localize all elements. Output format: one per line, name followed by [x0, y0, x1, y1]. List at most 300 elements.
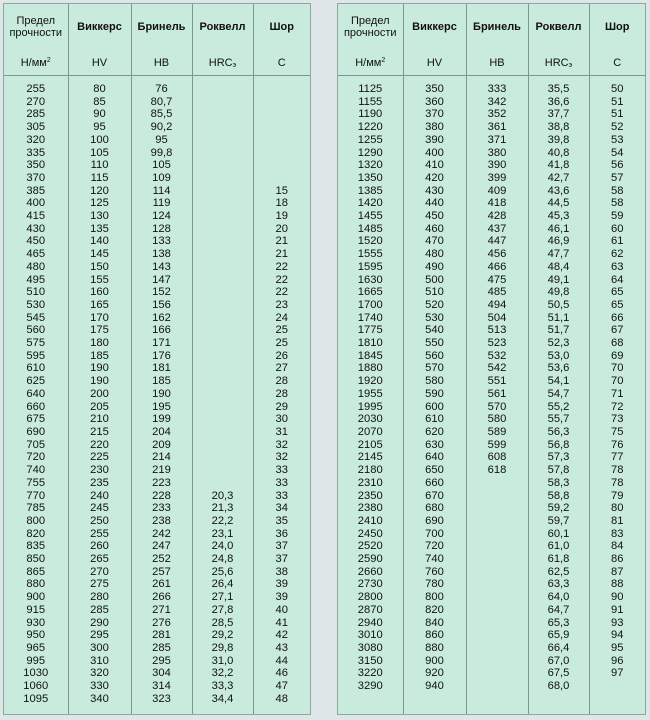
table-cell: 180	[90, 337, 109, 350]
table-cell: 275	[90, 578, 109, 591]
table-cell: 335	[26, 146, 46, 159]
table-cell: 171	[152, 337, 171, 350]
table-cell: 785	[26, 502, 46, 515]
table-cell: 680	[425, 502, 444, 515]
table-cell: 162	[152, 311, 171, 324]
table-cell: 3010	[357, 629, 383, 642]
table-cell: 62,5	[547, 565, 570, 578]
table-cell: 57,8	[547, 464, 570, 477]
table-cell: 99,8	[150, 146, 173, 159]
table-cell: 561	[487, 387, 507, 400]
table-cell: 15	[275, 184, 288, 197]
table-cell: 305	[26, 121, 46, 134]
table-cell: 93	[611, 616, 624, 629]
table-cell: 361	[487, 121, 507, 134]
table-cell: 59,2	[547, 502, 570, 515]
table-cell: 28,5	[211, 616, 234, 629]
unit-vickers: HV	[403, 50, 466, 76]
table-cell: 59,7	[547, 514, 570, 527]
table-cell: 57,3	[547, 451, 570, 464]
table-cell: 640	[26, 387, 46, 400]
table-cell: 147	[152, 273, 171, 286]
table-cell: 39,8	[547, 133, 570, 146]
table-cell: 200	[90, 387, 109, 400]
table-cell: 170	[90, 311, 109, 324]
table-cell: 415	[26, 210, 46, 223]
table-cell: 90	[93, 108, 106, 121]
table-cell: 50,5	[547, 298, 570, 311]
table-cell: 1520	[357, 235, 383, 248]
table-cell: 530	[26, 298, 46, 311]
table-cell: 545	[26, 311, 46, 324]
table-cell: 80	[611, 502, 624, 515]
table-cell: 61,8	[547, 553, 570, 566]
table-cell: 589	[487, 425, 507, 438]
table-cell: 32,2	[211, 667, 234, 680]
table-cell: 465	[26, 248, 46, 261]
table-cell: 690	[425, 514, 444, 527]
table-cell: 42	[275, 629, 288, 642]
table-cell: 128	[152, 222, 171, 235]
table-cell: 530	[425, 311, 444, 324]
table-cell: 560	[26, 324, 46, 337]
table-cell: 22	[275, 273, 288, 286]
table-cell: 97	[611, 667, 624, 680]
table-cell: 540	[425, 324, 444, 337]
table-cell: 551	[487, 375, 507, 388]
table-cell: 63	[611, 260, 624, 273]
table-cell: 2145	[357, 451, 383, 464]
column-vickers	[403, 82, 466, 714]
table-cell: 255	[90, 527, 109, 540]
table-cell: 19	[275, 210, 288, 223]
table-cell: 494	[487, 298, 507, 311]
table-cell: 54	[611, 146, 624, 159]
column-strength	[338, 82, 403, 714]
hardness-table-left	[3, 3, 311, 715]
table-cell: 840	[425, 616, 444, 629]
table-cell: 71	[611, 387, 624, 400]
table-cell: 780	[425, 578, 444, 591]
table-cell: 240	[90, 489, 109, 502]
table-cell: 2870	[357, 603, 383, 616]
table-cell: 21	[275, 235, 288, 248]
table-cell: 610	[425, 413, 444, 426]
column-strength	[4, 82, 68, 714]
table-cell: 225	[90, 451, 109, 464]
table-cell: 295	[90, 629, 109, 642]
table-cell: 1060	[23, 680, 49, 693]
table-cell: 63,3	[547, 578, 570, 591]
header-rockwell: Роквелл	[528, 4, 589, 50]
table-cell: 24,8	[211, 553, 234, 566]
table-cell: 570	[487, 400, 507, 413]
table-cell: 214	[152, 451, 171, 464]
table-cell: 95	[93, 121, 106, 134]
table-cell: 820	[26, 527, 46, 540]
table-cell: 2590	[357, 553, 383, 566]
table-cell: 210	[90, 413, 109, 426]
table-cell: 40	[275, 603, 288, 616]
table-cell: 510	[26, 286, 46, 299]
table-cell: 22	[275, 286, 288, 299]
table-cell: 26	[275, 349, 288, 362]
table-cell: 740	[26, 464, 46, 477]
table-cell: 199	[152, 413, 171, 426]
table-cell: 620	[425, 425, 444, 438]
table-cell: 485	[487, 286, 507, 299]
table-cell: 447	[487, 235, 507, 248]
conversion-table-left	[4, 4, 310, 714]
table-cell: 437	[487, 222, 507, 235]
table-cell: 96	[611, 654, 624, 667]
table-cell: 48,4	[547, 260, 570, 273]
hardness-table-right	[337, 3, 646, 715]
table-cell: 2800	[357, 591, 383, 604]
table-cell: 380	[487, 146, 507, 159]
unit-vickers: HV	[68, 50, 131, 76]
table-cell: 43,6	[547, 184, 570, 197]
table-cell: 75	[611, 425, 624, 438]
column-rockwell	[192, 82, 253, 714]
table-cell: 860	[425, 629, 444, 642]
table-cell: 29,2	[211, 629, 234, 642]
table-cell: 61	[611, 235, 624, 248]
table-cell: 18	[275, 197, 288, 210]
table-cell: 3290	[357, 680, 383, 693]
table-cell: 51,7	[547, 324, 570, 337]
table-cell: 409	[487, 184, 507, 197]
table-cell: 37	[275, 540, 288, 553]
table-cell: 399	[487, 171, 507, 184]
table-cell: 64,7	[547, 603, 570, 616]
table-cell: 513	[487, 324, 507, 337]
table-cell: 33	[275, 489, 288, 502]
table-cell: 47	[275, 680, 288, 693]
table-cell: 83	[611, 527, 624, 540]
table-cell: 900	[26, 591, 46, 604]
unit-shore: С	[589, 50, 645, 76]
table-cell: 590	[425, 387, 444, 400]
table-cell: 119	[152, 197, 171, 210]
table-cell: 625	[26, 375, 46, 388]
unit-rockwell: $HRC_э$	[528, 50, 589, 76]
table-cell: 27,8	[211, 603, 234, 616]
table-cell: 91	[611, 603, 624, 616]
unit-rockwell: $HRC_э$	[192, 50, 253, 76]
table-cell: 320	[26, 133, 46, 146]
table-cell: 690	[26, 425, 46, 438]
table-cell: 1255	[357, 133, 383, 146]
header-shore: Шор	[589, 4, 645, 50]
table-cell: 390	[425, 133, 444, 146]
table-cell: 150	[90, 260, 109, 273]
table-cell: 23,1	[211, 527, 234, 540]
table-cell: 47,7	[547, 248, 570, 261]
table-cell: 105	[90, 146, 109, 159]
table-cell: 342	[487, 95, 507, 108]
table-cell: 22	[275, 260, 288, 273]
table-cell: 2105	[357, 438, 383, 451]
table-cell: 115	[90, 171, 109, 184]
table-cell: 53	[611, 133, 624, 146]
table-cell: 235	[90, 476, 109, 489]
table-cell: 36,6	[547, 95, 570, 108]
table-cell: 90	[611, 591, 624, 604]
table-cell: 266	[152, 591, 171, 604]
header-rockwell: Роквелл	[192, 4, 253, 50]
table-cell: 1955	[357, 387, 383, 400]
table-cell: 280	[90, 591, 109, 604]
table-cell: 2310	[357, 476, 383, 489]
header-vickers: Виккерс	[403, 4, 466, 50]
table-cell: 33	[275, 464, 288, 477]
table-cell: 190	[90, 362, 109, 375]
table-cell: 270	[90, 565, 109, 578]
table-cell: 60,1	[547, 527, 570, 540]
table-cell: 56	[611, 159, 624, 172]
table-cell: 190	[152, 387, 171, 400]
table-cell: 69	[611, 349, 624, 362]
table-cell: 42,7	[547, 171, 570, 184]
table-cell: 418	[487, 197, 507, 210]
table-cell: 138	[152, 248, 171, 261]
table-cell: 143	[152, 260, 171, 273]
table-cell: 610	[26, 362, 46, 375]
table-cell: 66,4	[547, 641, 570, 654]
table-cell: 640	[425, 451, 444, 464]
table-cell: 220	[90, 438, 109, 451]
table-cell: 720	[425, 540, 444, 553]
table-cell: 44	[275, 654, 288, 667]
table-cell: 205	[90, 400, 109, 413]
table-cell: 54,1	[547, 375, 570, 388]
table-cell: 44,5	[547, 197, 570, 210]
table-cell: 920	[425, 667, 444, 680]
unit-strength: $Н/мм^2$	[338, 50, 403, 76]
table-cell: 23	[275, 298, 288, 311]
table-cell: 233	[152, 502, 171, 515]
conversion-table-right	[338, 4, 645, 714]
table-cell: 330	[90, 680, 109, 693]
table-cell: 20	[275, 222, 288, 235]
column-shore	[253, 82, 310, 714]
table-cell: 24	[275, 311, 288, 324]
table-cell: 230	[90, 464, 109, 477]
table-cell: 675	[26, 413, 46, 426]
table-cell: 60	[611, 222, 624, 235]
table-cell: 223	[152, 476, 171, 489]
table-cell: 185	[152, 375, 171, 388]
table-cell: 114	[152, 184, 171, 197]
table-cell: 261	[152, 578, 171, 591]
table-cell: 595	[26, 349, 46, 362]
table-cell: 110	[90, 159, 109, 172]
table-cell: 495	[26, 273, 46, 286]
table-cell: 323	[152, 692, 171, 705]
table-cell: 770	[26, 489, 46, 502]
table-cell: 21	[275, 248, 288, 261]
table-cell: 281	[152, 629, 171, 642]
table-cell: 32	[275, 438, 288, 451]
table-cell: 580	[425, 375, 444, 388]
table-cell: 1220	[357, 121, 383, 134]
table-cell: 575	[26, 337, 46, 350]
table-cell: 350	[425, 83, 444, 95]
table-cell: 124	[152, 210, 171, 223]
table-cell: 250	[90, 514, 109, 527]
header-brinell: Бринель	[131, 4, 192, 50]
table-cell: 542	[487, 362, 507, 375]
table-cell: 85	[93, 95, 106, 108]
table-cell: 950	[26, 629, 46, 642]
table-cell: 56,8	[547, 438, 570, 451]
table-cell: 1775	[357, 324, 383, 337]
table-cell: 33,3	[211, 680, 234, 693]
table-cell: 64,0	[547, 591, 570, 604]
table-cell: 304	[152, 667, 171, 680]
table-cell: 295	[152, 654, 171, 667]
table-cell: 190	[90, 375, 109, 388]
table-cell: 79	[611, 489, 624, 502]
table-cell: 352	[487, 108, 507, 121]
table-cell: 62	[611, 248, 624, 261]
table-cell: 85,5	[150, 108, 173, 121]
table-cell: 1630	[357, 273, 383, 286]
table-cell: 78	[611, 464, 624, 477]
table-cell: 58	[611, 184, 624, 197]
table-cell: 31	[275, 425, 288, 438]
table-cell: 130	[90, 210, 109, 223]
table-cell: 400	[425, 146, 444, 159]
table-cell: 26,4	[211, 578, 234, 591]
table-cell: 333	[487, 83, 507, 95]
table-cell: 51	[611, 108, 624, 121]
table-cell: 58	[611, 197, 624, 210]
table-cell: 68,0	[547, 680, 570, 693]
table-cell: 1595	[357, 260, 383, 273]
table-cell: 271	[152, 603, 171, 616]
table-cell: 152	[152, 286, 171, 299]
table-cell: 650	[425, 464, 444, 477]
table-cell: 166	[152, 324, 171, 337]
table-cell: 51	[611, 95, 624, 108]
table-cell: 1030	[23, 667, 49, 680]
table-cell: 58,3	[547, 476, 570, 489]
table-cell: 80	[93, 83, 106, 95]
table-cell: 1350	[357, 171, 383, 184]
table-cell: 105	[152, 159, 171, 172]
table-cell: 53,6	[547, 362, 570, 375]
table-cell: 385	[26, 184, 46, 197]
table-cell: 56,3	[547, 425, 570, 438]
table-cell: 67	[611, 324, 624, 337]
table-cell: 310	[90, 654, 109, 667]
table-cell: 660	[26, 400, 46, 413]
table-cell: 25,6	[211, 565, 234, 578]
table-cell: 1555	[357, 248, 383, 261]
table-cell: 930	[26, 616, 46, 629]
table-cell: 820	[425, 603, 444, 616]
table-cell: 176	[152, 349, 171, 362]
table-cell: 390	[487, 159, 507, 172]
table-cell: 38,8	[547, 121, 570, 134]
table-cell: 215	[90, 425, 109, 438]
table-cell: 270	[26, 95, 46, 108]
table-cell: 155	[90, 273, 109, 286]
table-cell: 25	[275, 324, 288, 337]
table-cell: 156	[152, 298, 171, 311]
table-cell: 880	[26, 578, 46, 591]
header-vickers: Виккерс	[68, 4, 131, 50]
table-cell: 500	[425, 273, 444, 286]
table-cell: 670	[425, 489, 444, 502]
table-cell: 995	[26, 654, 46, 667]
table-cell: 2180	[357, 464, 383, 477]
table-cell: 64	[611, 273, 624, 286]
table-cell: 36	[275, 527, 288, 540]
table-cell: 20,3	[211, 489, 234, 502]
table-cell: 740	[425, 553, 444, 566]
table-cell: 608	[487, 451, 507, 464]
table-cell: 21,3	[211, 502, 234, 515]
table-cell: 59	[611, 210, 624, 223]
table-cell: 523	[487, 337, 507, 350]
table-cell: 466	[487, 260, 507, 273]
table-cell: 460	[425, 222, 444, 235]
table-cell: 90,2	[150, 121, 173, 134]
column-shore	[589, 82, 645, 714]
table-cell: 40,8	[547, 146, 570, 159]
table-cell: 66	[611, 311, 624, 324]
table-cell: 140	[90, 235, 109, 248]
table-cell: 865	[26, 565, 46, 578]
table-cell: 2350	[357, 489, 383, 502]
table-cell: 57	[611, 171, 624, 184]
table-cell: 1880	[357, 362, 383, 375]
table-cell: 580	[487, 413, 507, 426]
table-cell: 65	[611, 286, 624, 299]
table-cell: 30	[275, 413, 288, 426]
table-cell: 360	[425, 95, 444, 108]
table-cell: 76	[155, 83, 168, 95]
table-cell: 430	[26, 222, 46, 235]
table-cell: 67,0	[547, 654, 570, 667]
table-cell: 41	[275, 616, 288, 629]
table-cell: 133	[152, 235, 171, 248]
table-cell: 84	[611, 540, 624, 553]
table-cell: 618	[487, 464, 507, 477]
table-cell: 475	[487, 273, 507, 286]
table-cell: 73	[611, 413, 624, 426]
unit-shore: С	[253, 50, 310, 76]
table-cell: 320	[90, 667, 109, 680]
table-cell: 600	[425, 400, 444, 413]
table-cell: 285	[90, 603, 109, 616]
table-cell: 1845	[357, 349, 383, 362]
table-cell: 41,8	[547, 159, 570, 172]
table-cell: 94	[611, 629, 624, 642]
table-cell: 88	[611, 578, 624, 591]
table-cell: 380	[425, 121, 444, 134]
table-cell: 1700	[357, 298, 383, 311]
table-cell: 34	[275, 502, 288, 515]
table-cell: 2070	[357, 425, 383, 438]
table-cell: 850	[26, 553, 46, 566]
table-cell: 49,8	[547, 286, 570, 299]
table-cell: 247	[152, 540, 171, 553]
table-cell: 32	[275, 451, 288, 464]
